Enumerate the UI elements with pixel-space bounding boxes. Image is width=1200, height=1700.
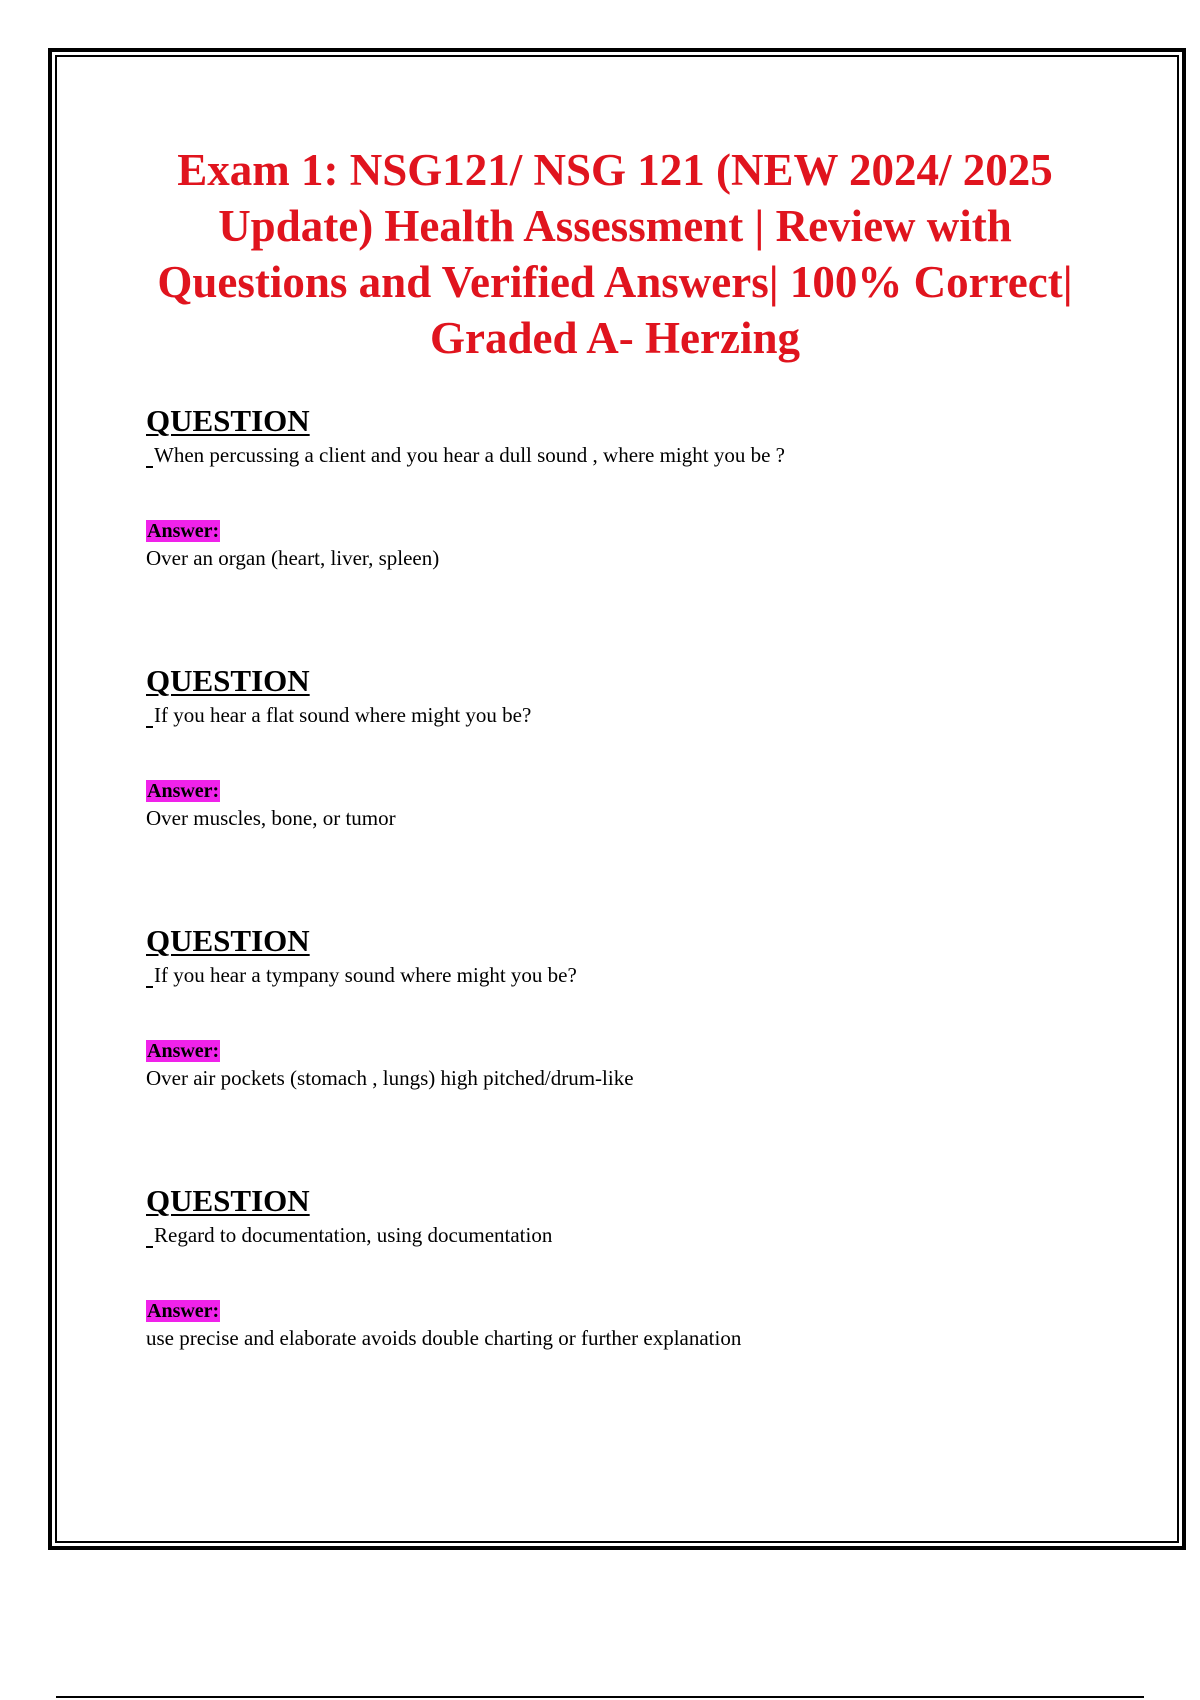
- question-text-row: [146, 442, 1106, 468]
- document-title: Exam 1: NSG121/ NSG 121 (NEW 2024/ 2025 Update) Health Assessment | Review with Questions and Verified Answers| 100% Correct| Graded A- Herzing: [157, 145, 1073, 363]
- answer-label: Answer:: [147, 520, 220, 542]
- answer-label: Answer:: [147, 1300, 220, 1322]
- question-marker: [146, 466, 153, 468]
- qa-item-2: [146, 664, 1106, 831]
- question-heading: QUESTION: [146, 1183, 310, 1218]
- question-marker: [146, 726, 153, 728]
- answer-text: use precise and elaborate avoids double charting or further explanation: [146, 1326, 742, 1350]
- question-marker: [146, 1246, 153, 1248]
- answer-text: Over air pockets (stomach , lungs) high pitched/drum-like: [146, 1066, 634, 1090]
- question-text-row: [146, 702, 1106, 728]
- qa-item-3: [146, 924, 1106, 1091]
- question-heading: QUESTION: [146, 403, 310, 438]
- question-text: If you hear a tympany sound where might you be?: [154, 963, 577, 987]
- answer-text: Over an organ (heart, liver, spleen): [146, 546, 440, 570]
- question-text: Regard to documentation, using documentation: [154, 1223, 553, 1247]
- question-text-row: [146, 962, 1106, 988]
- question-heading: QUESTION: [146, 923, 310, 958]
- question-text: When percussing a client and you hear a dull sound , where might you be ?: [154, 443, 785, 467]
- answer-label: Answer:: [147, 780, 220, 802]
- answer-text: Over muscles, bone, or tumor: [146, 806, 396, 830]
- question-text-row: [146, 1222, 1106, 1248]
- qa-item-1: [146, 404, 1106, 571]
- answer-label: Answer:: [147, 1040, 220, 1062]
- question-marker: [146, 986, 153, 988]
- qa-item-4: [146, 1184, 1106, 1351]
- question-heading: QUESTION: [146, 663, 310, 698]
- footer-rule: [56, 1696, 1144, 1698]
- question-text: If you hear a flat sound where might you be?: [154, 703, 532, 727]
